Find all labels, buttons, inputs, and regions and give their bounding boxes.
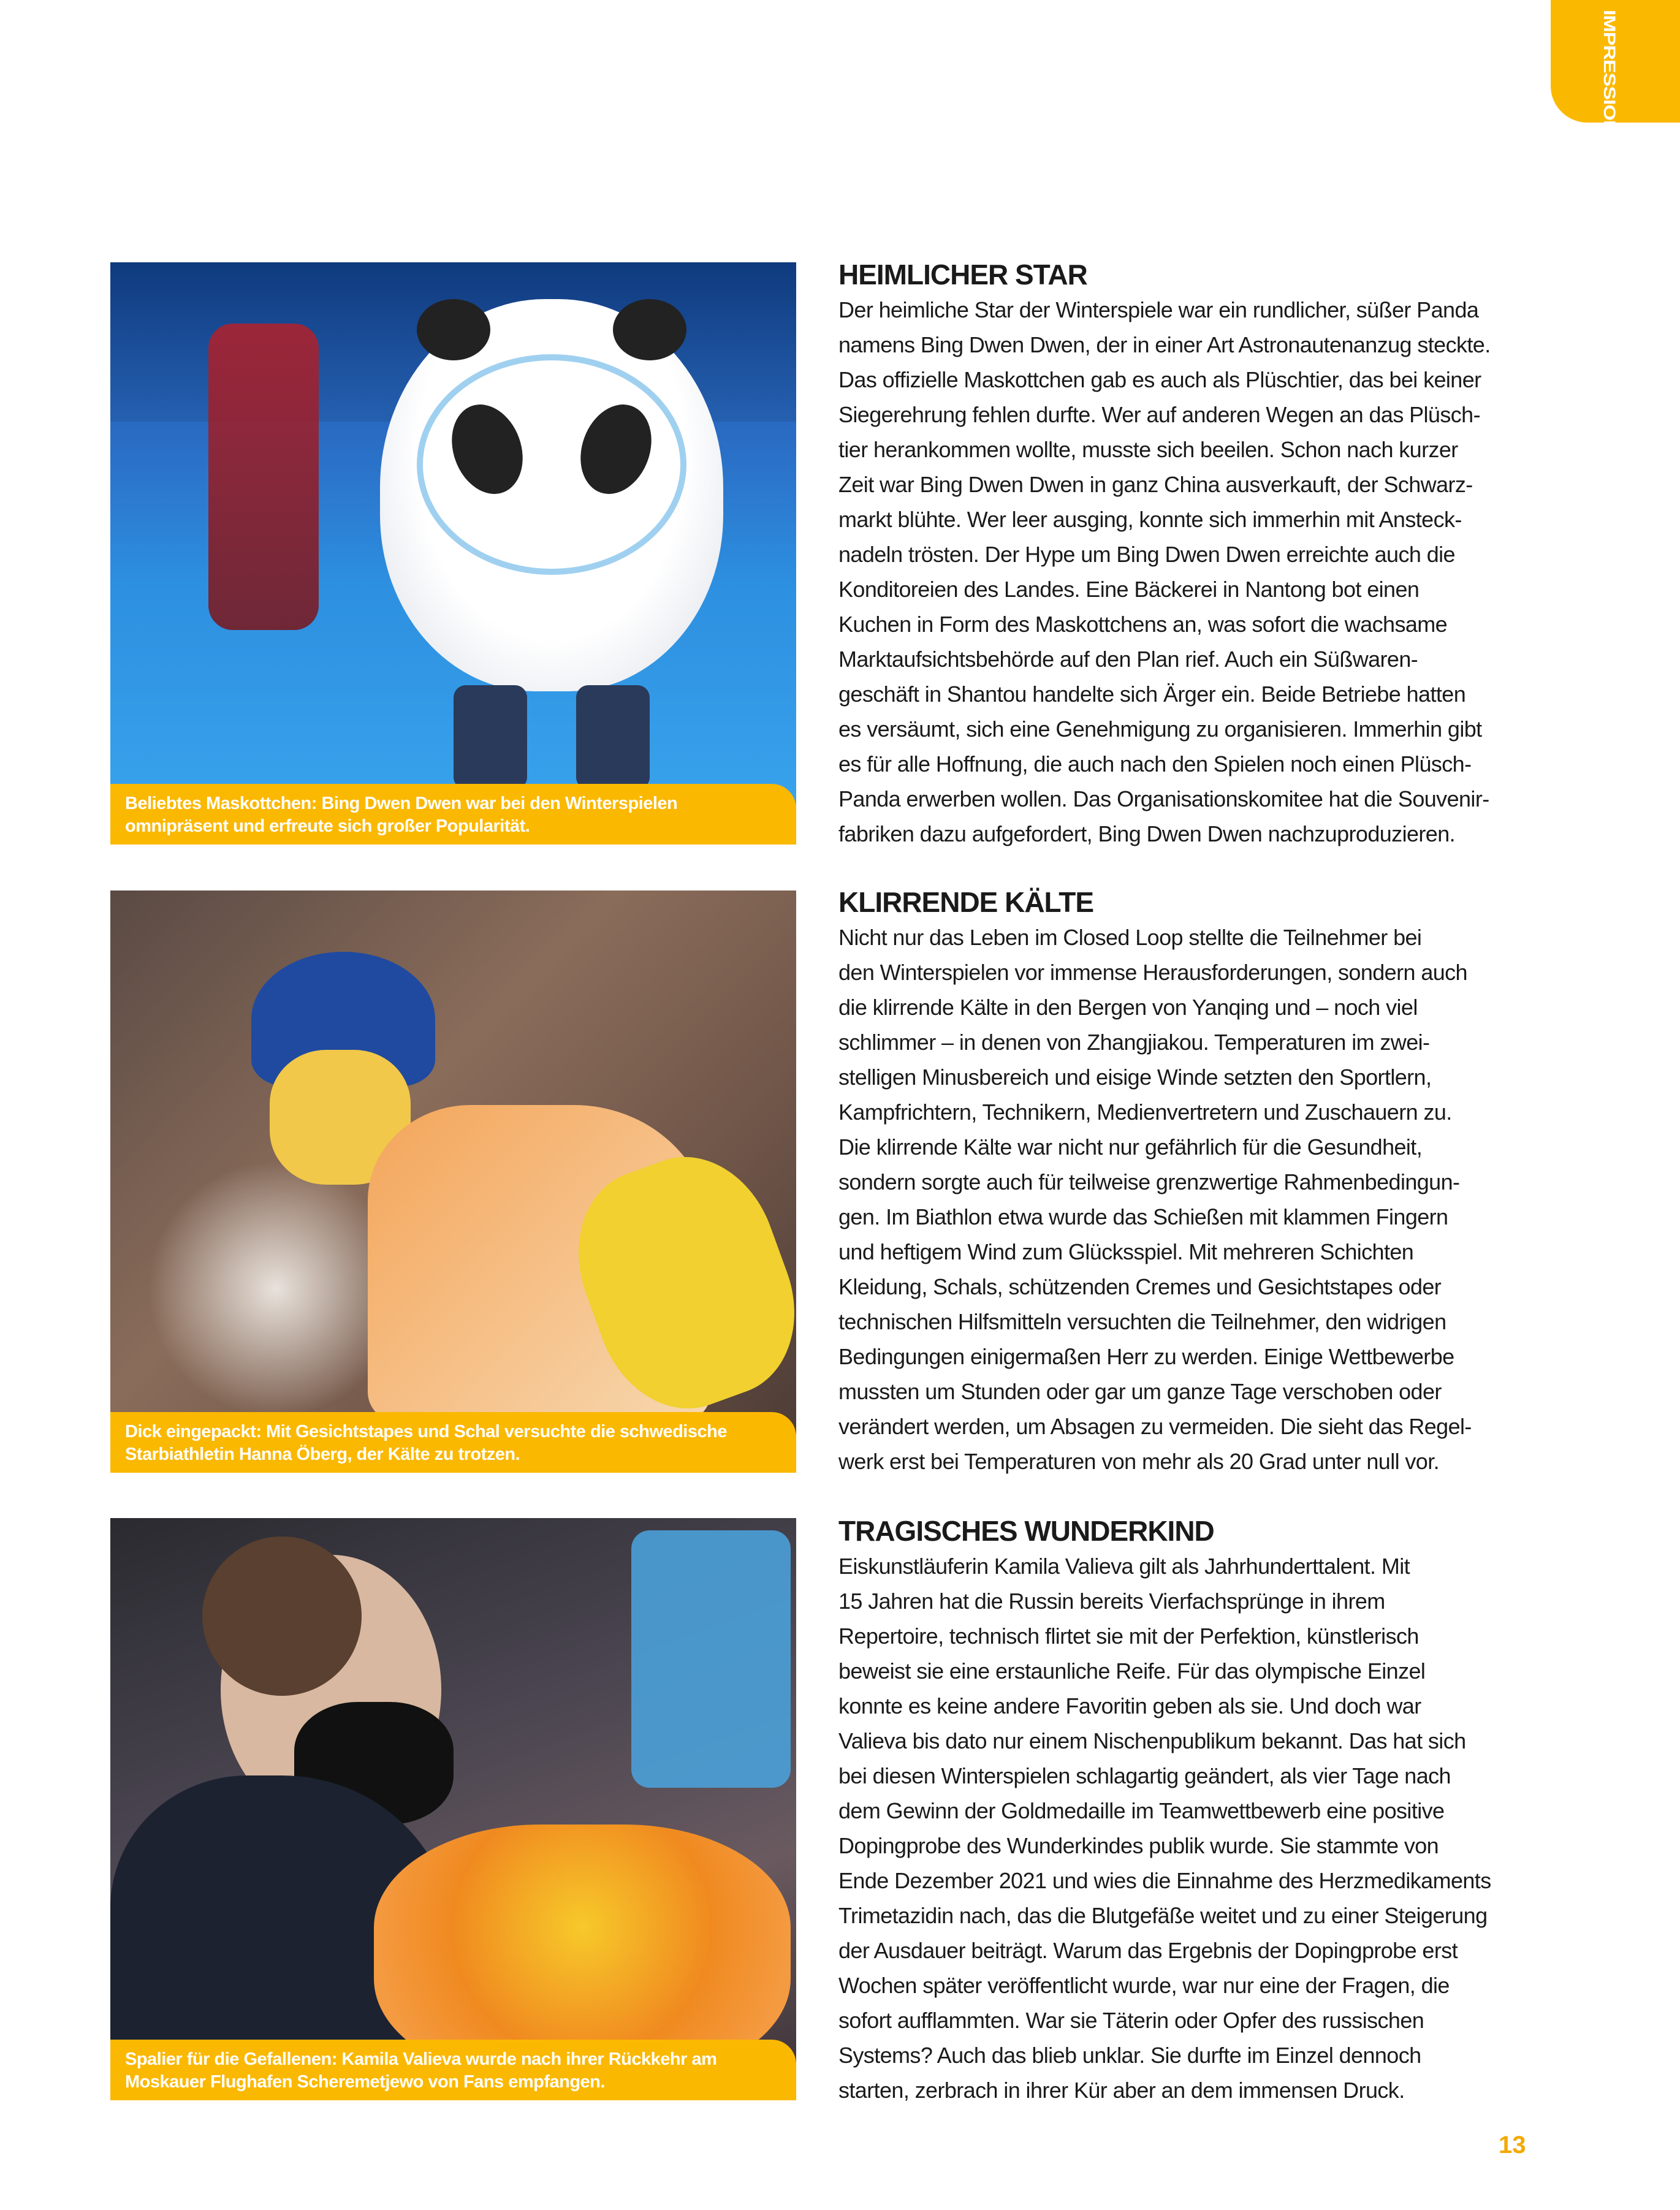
body-text-line: Der heimliche Star der Winterspiele war ein rundlicher, süßer Panda (838, 297, 1479, 322)
page-number: 13 (1499, 2132, 1526, 2159)
caption-line: Dick eingepackt: Mit Gesichtstapes und Schal versuchte die schwedische (125, 1422, 727, 1441)
body-text-line: Konditoreien des Landes. Eine Bäckerei in Nantong bot einen (838, 577, 1420, 602)
body-text-line: starten, zerbrach in ihrer Kür aber an dem immensen Druck. (838, 2078, 1405, 2103)
section-heading: HEIMLICHER STAR (838, 259, 1087, 290)
body-text-line: Ende Dezember 2021 und wies die Einnahme des Herzmedikaments (838, 1868, 1491, 1893)
body-text-line: Panda erwerben wollen. Das Organisationskomitee hat die Souvenir- (838, 786, 1489, 811)
body-text-line: verändert werden, um Absagen zu vermeiden. Die sieht das Regel- (838, 1414, 1472, 1439)
article-section-heimlicher-star (838, 257, 1531, 851)
section-body (838, 920, 1531, 1479)
body-text-line: Valieva bis dato nur einem Nischenpublikum bekannt. Das hat sich (838, 1728, 1466, 1753)
body-text-line: fabriken dazu aufgefordert, Bing Dwen Dwen nachzuproduzieren. (838, 821, 1456, 846)
section-tab (1551, 0, 1680, 162)
body-text-line: bei diesen Winterspielen schlagartig geändert, als vier Tage nach (838, 1763, 1451, 1788)
body-text-line: Kuchen in Form des Maskottchens an, was sofort die wachsame (838, 612, 1448, 637)
article-section-tragisches-wunderkind (838, 1514, 1531, 2108)
body-text-line: 15 Jahren hat die Russin bereits Vierfachsprünge in ihrem (838, 1589, 1385, 1614)
body-text-line: es versäumt, sich eine Genehmigung zu organisieren. Immerhin gibt (838, 716, 1482, 742)
body-text-line: und heftigem Wind zum Glücksspiel. Mit mehreren Schichten (838, 1239, 1414, 1264)
body-text-line: Nicht nur das Leben im Closed Loop stellte die Teilnehmer bei (838, 925, 1422, 950)
photo-caption (110, 784, 796, 845)
body-text-line: nadeln trösten. Der Hype um Bing Dwen Dwen erreichte auch die (838, 542, 1455, 567)
body-text-line: stelligen Minusbereich und eisige Winde setzten den Sportlern, (838, 1065, 1432, 1090)
caption-line: Beliebtes Maskottchen: Bing Dwen Dwen war bei den Winterspielen (125, 794, 678, 813)
body-text-line: mussten um Stunden oder gar um ganze Tage verschoben oder (838, 1379, 1442, 1404)
body-text-line: den Winterspielen vor immense Herausforderungen, sondern auch (838, 960, 1467, 985)
body-text-line: Kleidung, Schals, schützenden Cremes und Gesichtstapes oder (838, 1274, 1442, 1299)
body-text-line: schlimmer – in denen von Zhangjiakou. Temperaturen im zwei- (838, 1030, 1430, 1055)
body-text-line: werk erst bei Temperaturen von mehr als 20 Grad unter null vor. (838, 1449, 1440, 1474)
body-text-line: konnte es keine andere Favoritin geben als sie. Und doch war (838, 1693, 1421, 1718)
photo-caption (110, 2040, 796, 2100)
body-text-line: Das offizielle Maskottchen gab es auch als Plüschtier, das bei keiner (838, 367, 1481, 392)
body-text-line: Eiskunstläuferin Kamila Valieva gilt als Jahrhunderttalent. Mit (838, 1554, 1410, 1579)
section-heading: KLIRRENDE KÄLTE (838, 886, 1094, 918)
body-text-line: sofort aufflammten. War sie Täterin oder Opfer des russischen (838, 2008, 1424, 2033)
caption-line: omnipräsent und erfreute sich großer Popularität. (125, 816, 530, 836)
caption-line: Starbiathletin Hanna Öberg, der Kälte zu trotzen. (125, 1445, 520, 1464)
caption-line: Spalier für die Gefallenen: Kamila Valieva wurde nach ihrer Rückkehr am (125, 2049, 717, 2069)
body-text-line: Die klirrende Kälte war nicht nur gefährlich für die Gesundheit, (838, 1134, 1423, 1160)
body-text-line: sondern sorgte auch für teilweise grenzwertige Rahmenbedingun- (838, 1169, 1460, 1194)
body-text-line: namens Bing Dwen Dwen, der in einer Art Astronautenanzug steckte. (838, 332, 1491, 357)
body-text-line: Wochen später veröffentlicht wurde, war nur eine der Fragen, die (838, 1973, 1450, 1998)
section-body (838, 292, 1531, 851)
body-text-line: es für alle Hoffnung, die auch nach den Spielen noch einen Plüsch- (838, 751, 1472, 777)
body-text-line: Dopingprobe des Wunderkindes publik wurde. Sie stammte von (838, 1833, 1439, 1858)
photo-valieva (110, 1518, 796, 2100)
caption-line: Moskauer Flughafen Scheremetjewo von Fans empfangen. (125, 2072, 605, 2092)
body-text-line: Repertoire, technisch flirtet sie mit der Perfektion, künstlerisch (838, 1623, 1419, 1649)
body-text-line: Kampfrichtern, Technikern, Medienvertretern und Zuschauern zu. (838, 1099, 1452, 1125)
body-text-line: Marktaufsichtsbehörde auf den Plan rief. Auch ein Süßwaren- (838, 647, 1418, 672)
body-text-line: Trimetazidin nach, das die Blutgefäße weitet und zu einer Steigerung (838, 1903, 1488, 1928)
photo-caption (110, 1412, 796, 1473)
body-text-line: die klirrende Kälte in den Bergen von Yanqing und – noch viel (838, 995, 1418, 1020)
body-text-line: dem Gewinn der Goldmedaille im Teamwettbewerb eine positive (838, 1798, 1445, 1823)
body-text-line: technischen Hilfsmitteln versuchten die Teilnehmer, den widrigen (838, 1309, 1446, 1334)
body-text-line: markt blühte. Wer leer ausging, konnte sich immerhin mit Ansteck- (838, 507, 1462, 532)
body-text-line: tier herankommen wollte, musste sich beeilen. Schon nach kurzer (838, 437, 1458, 462)
photo-mascot (110, 262, 796, 845)
body-text-line: Systems? Auch das blieb unklar. Sie durfte im Einzel dennoch (838, 2043, 1421, 2068)
article-section-klirrende-kaelte (838, 885, 1531, 1479)
photo-biathlete (110, 890, 796, 1473)
body-text-line: beweist sie eine erstaunliche Reife. Für das olympische Einzel (838, 1658, 1426, 1684)
section-heading: TRAGISCHES WUNDERKIND (838, 1515, 1214, 1547)
body-text-line: Bedingungen einigermaßen Herr zu werden. Einige Wettbewerbe (838, 1344, 1454, 1369)
body-text-line: der Ausdauer beiträgt. Warum das Ergebnis der Dopingprobe erst (838, 1938, 1458, 1963)
body-text-line: geschäft in Shantou handelte sich Ärger ein. Beide Betriebe hatten (838, 682, 1466, 707)
body-text-line: gen. Im Biathlon etwa wurde das Schießen mit klammen Fingern (838, 1204, 1448, 1229)
section-tab-label: IMPRESSIONEN (1600, 10, 1619, 162)
body-text-line: Zeit war Bing Dwen Dwen in ganz China ausverkauft, der Schwarz- (838, 472, 1473, 497)
body-text-line: Siegerehrung fehlen durfte. Wer auf anderen Wegen an das Plüsch- (838, 402, 1480, 427)
section-body (838, 1549, 1531, 2108)
